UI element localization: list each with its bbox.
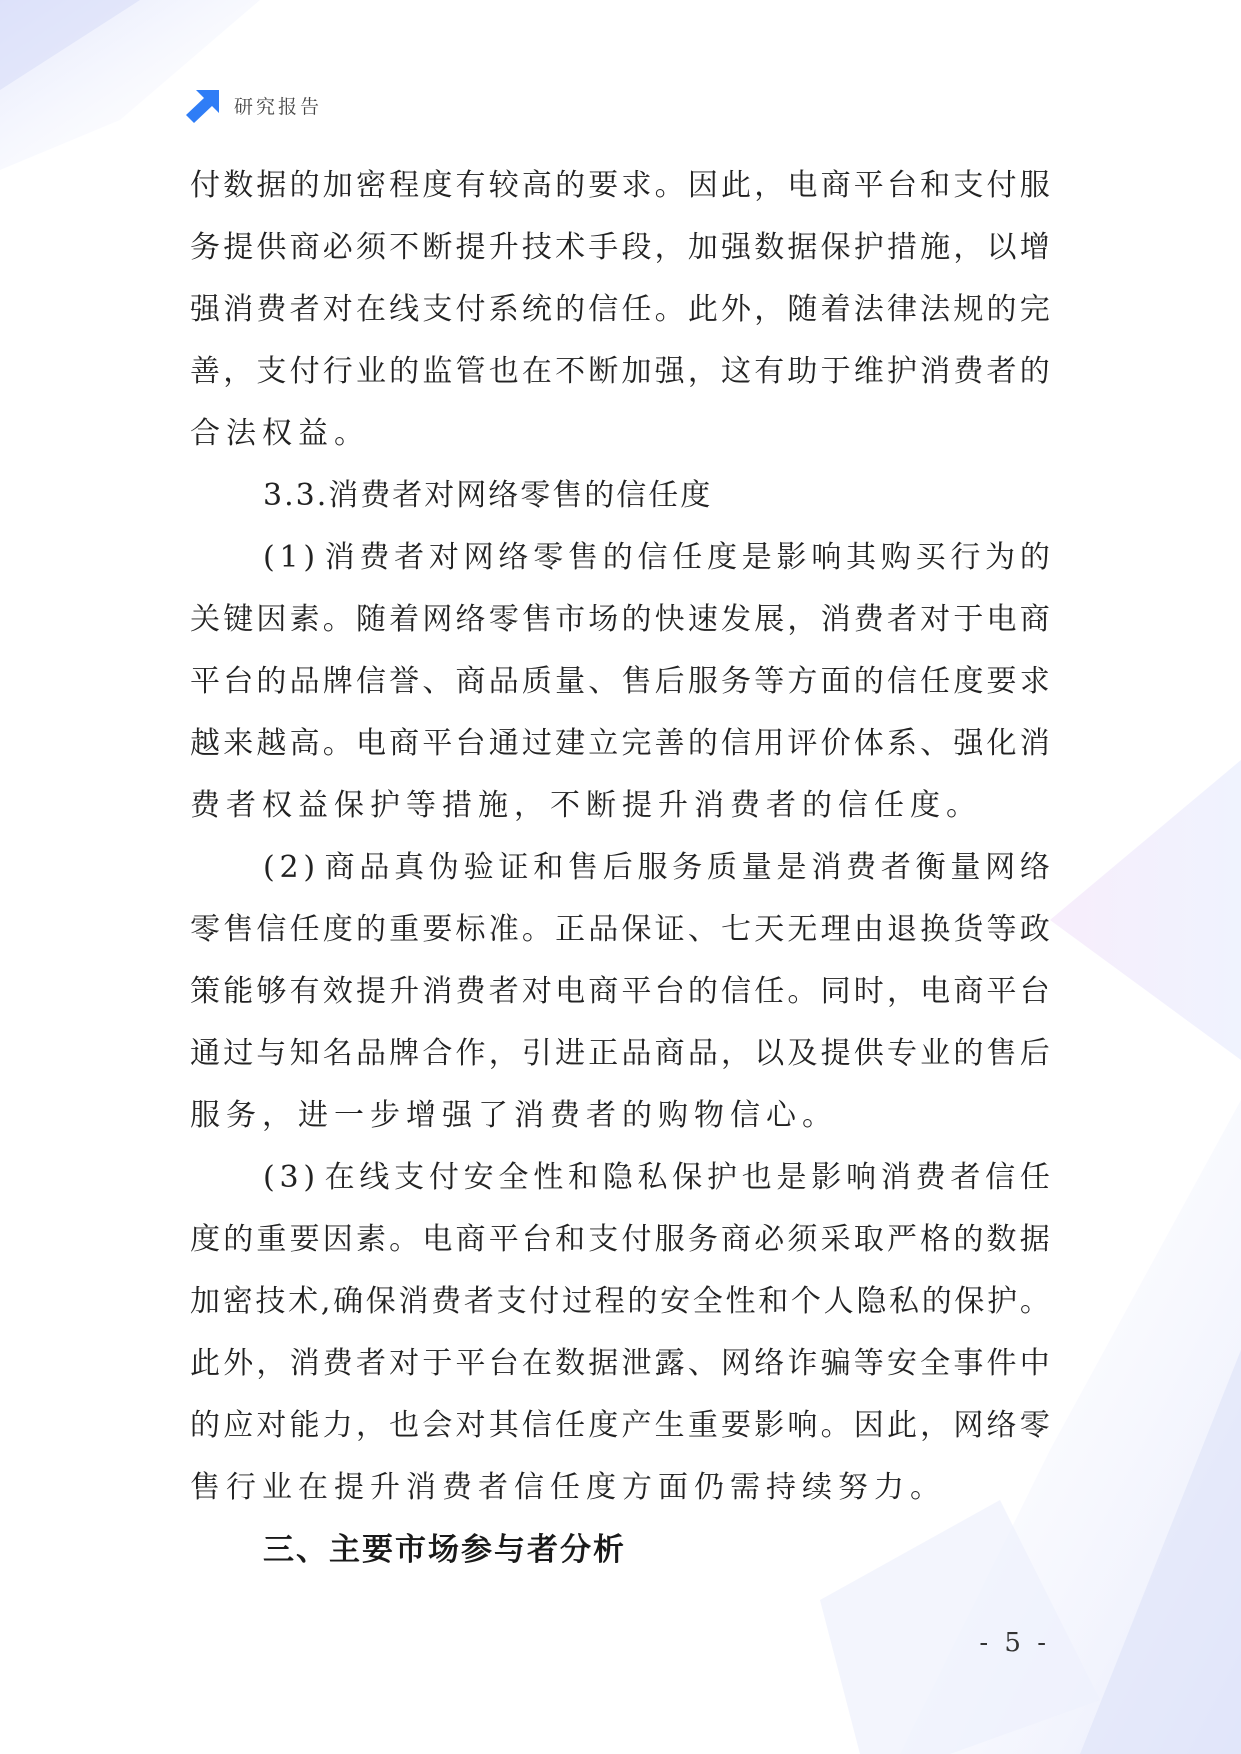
- text-line: 加 密 技 术 , 确 保 消 费 者 支 付 过 程 的 安 全 性 和 个 人 隐 私 的 保 护 。: [190, 1284, 1050, 1319]
- text-line: 关 键 因 素 。 随 着 网 络 零 售 市 场 的 快 速 发 展 ， 消 费 者 对 于 电 商: [190, 602, 1050, 637]
- text-line: 平 台 的 品 牌 信 誉 、 商 品 质 量 、 售 后 服 务 等 方 面 的 信 任 度 要 求: [190, 664, 1050, 699]
- text-line: 的 应 对 能 力 ， 也 会 对 其 信 任 度 产 生 重 要 影 响 。 因 此 ， 网 络 零: [190, 1408, 1050, 1443]
- paragraph: [190, 527, 1050, 837]
- text-line: 此 外 ， 消 费 者 对 于 平 台 在 数 据 泄 露 、 网 络 诈 骗 等 安 全 事 件 中: [190, 1346, 1050, 1381]
- text-line: 策 能 够 有 效 提 升 消 费 者 对 电 商 平 台 的 信 任 。 同 时 ， 电 商 平 台: [190, 974, 1050, 1009]
- paragraph: [190, 1147, 1050, 1519]
- paragraph: [190, 155, 1050, 465]
- text-line: 善 ， 支 付 行 业 的 监 管 也 在 不 断 加 强 ， 这 有 助 于 维 护 消 费 者 的: [190, 354, 1050, 389]
- text-line: 越 来 越 高 。 电 商 平 台 通 过 建 立 完 善 的 信 用 评 价 体 系 、 强 化 消: [190, 726, 1050, 761]
- text-line: ( 1 ) 消 费 者 对 网 络 零 售 的 信 任 度 是 影 响 其 购 买 行 为 的: [263, 540, 1050, 575]
- document-body: [190, 155, 1050, 1581]
- paragraph: [190, 837, 1050, 1147]
- text-line: 售行业在提升消费者信任度方面仍需持续努力。: [190, 1470, 946, 1505]
- header-title: 研究报告: [234, 95, 323, 118]
- section-heading: 3.3.消费者对网络零售的信任度: [263, 478, 713, 513]
- text-line: 合法权益。: [190, 416, 370, 451]
- text-line: ( 2 ) 商 品 真 伪 验 证 和 售 后 服 务 质 量 是 消 费 者 衡 量 网 络: [263, 850, 1050, 885]
- text-line: 强 消 费 者 对 在 线 支 付 系 统 的 信 任 。 此 外 ， 随 着 法 律 法 规 的 完: [190, 292, 1050, 327]
- text-line: 通 过 与 知 名 品 牌 合 作 ， 引 进 正 品 商 品 ， 以 及 提 供 专 业 的 售 后: [190, 1036, 1050, 1071]
- text-line: 度 的 重 要 因 素 。 电 商 平 台 和 支 付 服 务 商 必 须 采 取 严 格 的 数 据: [190, 1222, 1050, 1257]
- text-line: ( 3 ) 在 线 支 付 安 全 性 和 隐 私 保 护 也 是 影 响 消 费 者 信 任: [263, 1160, 1050, 1195]
- text-line: 务 提 供 商 必 须 不 断 提 升 技 术 手 段 ， 加 强 数 据 保 护 措 施 ， 以 增: [190, 230, 1050, 265]
- text-line: 服务，进一步增强了消费者的购物信心。: [190, 1098, 838, 1133]
- page-number: - 5 -: [979, 1628, 1050, 1658]
- text-line: 零 售 信 任 度 的 重 要 标 准 。 正 品 保 证 、 七 天 无 理 由 退 换 货 等 政: [190, 912, 1050, 947]
- text-line: 费者权益保护等措施，不断提升消费者的信任度。: [190, 788, 982, 823]
- report-header: [186, 86, 322, 124]
- chapter-heading: 三、主要市场参与者分析: [263, 1532, 626, 1568]
- arrow-logo-icon: [186, 87, 222, 123]
- text-line: 付 数 据 的 加 密 程 度 有 较 高 的 要 求 。 因 此 ， 电 商 平 台 和 支 付 服: [190, 168, 1050, 203]
